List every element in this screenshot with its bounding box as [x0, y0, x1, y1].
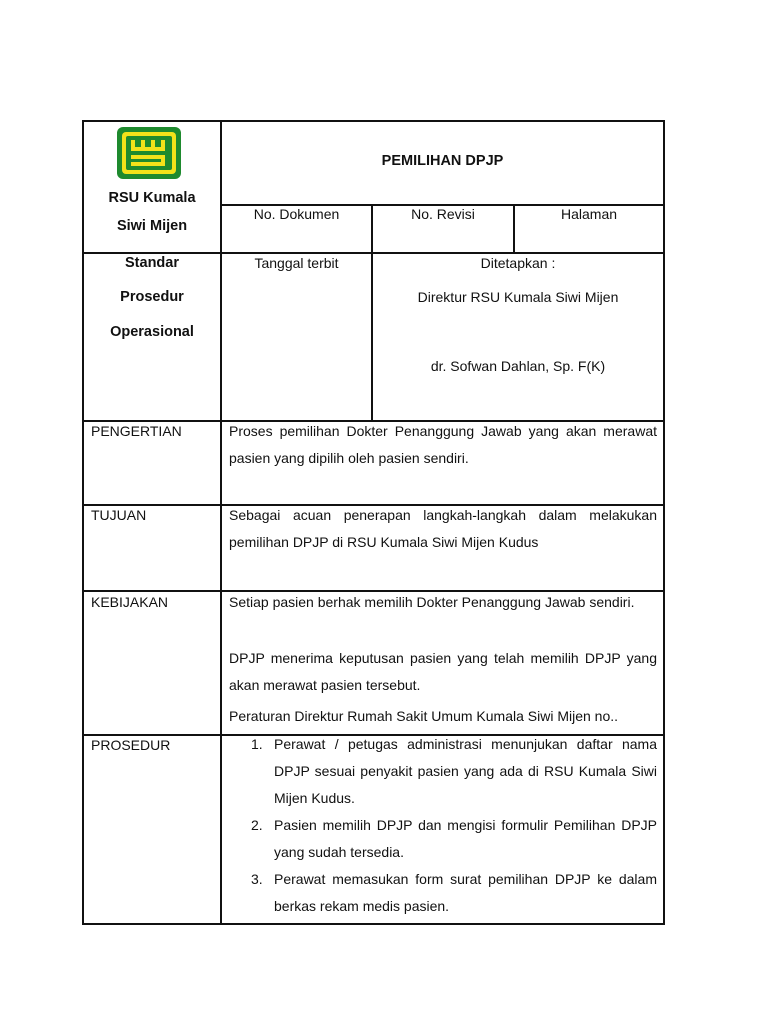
list-item	[228, 731, 657, 812]
ditetapkan-label: Ditetapkan :	[480, 255, 556, 271]
director-title: Direktur RSU Kumala Siwi Mijen	[417, 289, 619, 305]
kebijakan-paragraph-2: DPJP menerima keputusan pasien yang telah memilih DPJP yang akan merawat pasien tersebut.	[229, 650, 657, 693]
kebijakan-paragraph-1: Setiap pasien berhak memilih Dokter Penanggung Jawab sendiri.	[229, 594, 635, 610]
prosedur-label: PROSEDUR	[91, 737, 171, 753]
header-halaman: Halaman	[560, 206, 618, 222]
pengertian-label: PENGERTIAN	[91, 423, 182, 439]
step-text: Perawat / petugas administrasi menunjukan daftar nama DPJP sesuai penyakit pasien yang ada di RSU Kumala Siwi Mijen Kudus.	[274, 736, 657, 806]
list-item	[228, 812, 657, 866]
institution-name-line2: Siwi Mijen	[116, 218, 188, 234]
director-name: dr. Sofwan Dahlan, Sp. F(K)	[430, 358, 606, 374]
tujuan-text: Sebagai acuan penerapan langkah-langkah dalam melakukan pemilihan DPJP di RSU Kumala Siwi Mijen Kudus	[229, 507, 657, 550]
sop-label-line2: Prosedur	[120, 289, 184, 305]
tujuan-label: TUJUAN	[91, 507, 147, 523]
sop-label-line3: Operasional	[110, 324, 194, 340]
header-no-revisi: No. Revisi	[411, 206, 475, 222]
step-text: Pasien memilih DPJP dan mengisi formulir Pemilihan DPJP yang sudah tersedia.	[274, 817, 657, 860]
step-number: 3.	[251, 871, 263, 887]
kebijakan-label: KEBIJAKAN	[91, 594, 169, 610]
step-number: 1.	[251, 736, 263, 752]
institution-name-line1: RSU Kumala	[108, 190, 196, 206]
list-item	[228, 866, 657, 920]
document-title: PEMILIHAN DPJP	[381, 153, 504, 169]
prosedur-steps	[228, 731, 657, 920]
step-text: Perawat memasukan form surat pemilihan DPJP ke dalam berkas rekam medis pasien.	[274, 871, 657, 914]
tanggal-terbit: Tanggal terbit	[254, 255, 339, 271]
sop-label-line1: Standar	[125, 255, 179, 271]
step-number: 2.	[251, 817, 263, 833]
kebijakan-paragraph-3: Peraturan Direktur Rumah Sakit Umum Kumala Siwi Mijen no..	[229, 708, 619, 724]
pengertian-text: Proses pemilihan Dokter Penanggung Jawab yang akan merawat pasien yang dipilih oleh pasien sendiri.	[229, 423, 657, 466]
hospital-logo-icon	[117, 127, 181, 179]
header-no-dokumen: No. Dokumen	[253, 206, 340, 222]
